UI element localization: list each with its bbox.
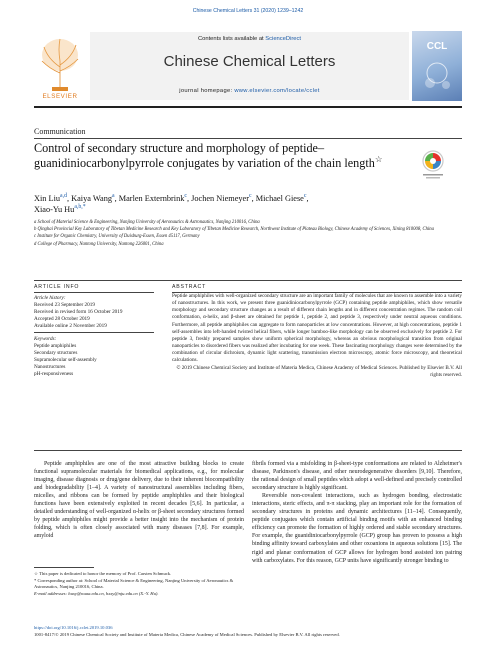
elsevier-wordmark: ELSEVIER bbox=[42, 93, 78, 100]
type-rule bbox=[34, 138, 462, 139]
keywords bbox=[34, 336, 154, 377]
keyword: Peptide amphiphiles bbox=[34, 342, 77, 349]
journal-cover bbox=[412, 31, 462, 101]
keyword: Nanostructures bbox=[34, 363, 66, 370]
body-paragraph: Reversible non-covalent interactions, such as hydrogen bonding, electrostatic interactions, steric effects, and π-π stacking, play an important role for the formation of secondary structures in proteins and dynamic architectures [11–14]. Consequently, peptide conjugates which contain artificial binding motifs with an enhanced binding efficiency can promote the formation of highly ordered and stable secondary structures. For example, the guanidiniocarbonylpyrrole (GCP) group has proven to possess a high binding affinity toward carboxylates and other oxoanions in aqueous solutions [15]. The rigid and planar conformation of GCP allows for hydrogen bond assisted ion pairing with carboxylates. For this reason, GCP units have significantly stronger binding to bbox=[252, 493, 462, 564]
affiliations bbox=[34, 219, 454, 248]
author-affil-mark[interactable]: a bbox=[112, 193, 115, 200]
footnote-rule bbox=[34, 567, 94, 568]
footnote-email[interactable]: E-mail addresses: huxy@nuaa.edu.cn, hxxy@nju.edu.cn (X.-Y. Hu). bbox=[34, 590, 159, 596]
affiliation: c Institute for Organic Chemistry, University of Duisburg-Essen, Essen 45117, Germany bbox=[34, 234, 200, 240]
title-footnote-mark[interactable]: ☆ bbox=[374, 153, 383, 164]
article-title bbox=[34, 141, 414, 171]
body-right-column bbox=[252, 460, 462, 565]
journal-name: Chinese Chemical Letters bbox=[163, 53, 336, 70]
history-label: Article history: bbox=[34, 295, 66, 301]
author-name[interactable]: Kaiya Wang bbox=[71, 194, 113, 203]
homepage-link[interactable]: www.elsevier.com/locate/cclet bbox=[234, 88, 320, 94]
author-name[interactable]: Xin Liu bbox=[34, 194, 61, 203]
keyword: Supramolecular self-assembly bbox=[34, 356, 97, 363]
sciencedirect-link[interactable]: ScienceDirect bbox=[265, 36, 302, 42]
info-top-rule bbox=[34, 280, 462, 281]
contents-line bbox=[90, 36, 409, 42]
keywords-label: Keywords: bbox=[34, 336, 57, 342]
author-name[interactable]: Michael Giese bbox=[255, 194, 304, 203]
author-affil-mark[interactable]: c bbox=[248, 193, 252, 200]
info-head-rule bbox=[34, 292, 154, 293]
footnote: ☆ This paper is dedicated to honor the memory of Prof. Carsten Schmuck. bbox=[34, 571, 172, 576]
doi-link[interactable]: https://doi.org/10.1016/j.cclet.2019.10.036 bbox=[34, 625, 113, 630]
abstract-heading: ABSTRACT bbox=[172, 284, 207, 290]
affiliation: d College of Pharmacy, Nantong University, Nantong 226001, China bbox=[34, 241, 164, 247]
history-item: Accepted 28 October 2019 bbox=[34, 315, 90, 322]
elsevier-logo bbox=[34, 31, 86, 101]
author-name[interactable]: Marlen Externbrink bbox=[118, 194, 185, 203]
issn-line: 1001-8417/© 2019 Chinese Chemical Society and Institute of Materia Medica, Chinese Academy of Medical Sciences. Published by Elsevier B.V. All rights reserved. bbox=[34, 632, 340, 637]
homepage-prefix: journal homepage: bbox=[179, 88, 235, 94]
article-info-heading: ARTICLE INFO bbox=[34, 284, 80, 290]
author-name[interactable]: Jochen Niemeyer bbox=[191, 194, 249, 203]
keyword: Secondary structures bbox=[34, 349, 78, 356]
masthead-rule bbox=[34, 106, 462, 108]
author-affil-mark[interactable]: c bbox=[303, 193, 307, 200]
history-item: Received 23 September 2019 bbox=[34, 301, 95, 308]
history-item: Received in revised form 16 October 2019 bbox=[34, 308, 123, 315]
affiliation: b Qinghai Provincial Key Laboratory of Tibetan Medicine Research and Key Laboratory of Tibetan Medicine Research, Northwest Institute of Plateau Biology, Chinese Academy of Sciences, Xining 810008, China bbox=[34, 227, 434, 233]
article-history bbox=[34, 295, 154, 330]
abstract-text: Peptide amphiphiles with well-organized secondary structure are an important family of molecules that are known to assemble into a variety of nanostructures. In this work, we present three guanidiniocarbonylpyrrole (GCP) containing peptide amphiphiles, which show versatile morphology and secondary structure changes as a result of different chain lengths and in different concentration regimes. The random coil conformation, α-helix, and β-sheet are obtained for peptide 1, peptide 2, and peptide 3, respectively under neutral aqueous conditions. Furthermore, all peptide amphiphiles can aggregate to form nanoparticles at low concentrations. However, at high concentrations, peptide 1 self-assembles into left-handed twisted helical fibers, while longer bamboo-like morphology can be observed exclusively for peptide 2. For peptide 3, freshly prepared samples show uniform spherical morphology, whereas an obvious morphological transition from original nanoparticles to disordered fibers was realized after incubating for one week. These fascinating morphology changes were determined by the combination of circular dichroism, dynamic light scattering, transmission electron microscopy, atomic force microscopy, and theoretical calculations. bbox=[172, 293, 462, 364]
author-affil-mark[interactable]: a,d bbox=[60, 193, 67, 200]
article-type: Communication bbox=[34, 127, 86, 136]
author-affil-mark[interactable]: a,b,* bbox=[74, 204, 86, 211]
cover-title: CCL bbox=[426, 41, 448, 52]
history-item: Available online 2 November 2019 bbox=[34, 322, 107, 329]
footnote: * Corresponding author at: School of Material Science & Engineering, Nanjing University of Aeronautics & Astronautics, Nanjing 210016, China. bbox=[34, 577, 234, 590]
abstract-bottom-rule bbox=[34, 450, 462, 451]
affiliation: a School of Material Science & Engineering, Nanjing University of Aeronautics & Astronautics, Nanjing 210016, China bbox=[34, 220, 260, 225]
keyword: pH-responsiveness bbox=[34, 370, 74, 377]
crossmark-badge[interactable] bbox=[420, 149, 446, 181]
author-name[interactable]: Xiao-Yu Hu bbox=[34, 205, 75, 214]
abstract-body bbox=[172, 293, 462, 379]
body-paragraph: fibrils formed via a misfolding in β-sheet-type conformations are related to Alzheimer's disease, Parkinson's disease, and other neurodegenerative disorders [9,10]. Therefore, the rational design of small peptides which adopt a well-defined and precisely controlled secondary structure is highly significant. bbox=[252, 461, 462, 492]
title-text: Control of secondary structure and morphology of peptide–guanidiniocarbonylpyrrole conjugates by variation of the chain length bbox=[34, 141, 375, 170]
abstract-copyright: © 2019 Chinese Chemical Society and Institute of Materia Medica, Chinese Academy of Medical Sciences. Published by Elsevier B.V. All rights reserved. bbox=[176, 364, 462, 378]
author-affil-mark[interactable]: c bbox=[184, 193, 187, 200]
history-rule bbox=[34, 332, 154, 333]
body-left-column: Peptide amphiphiles are one of the most attractive building blocks to create functional supramolecular materials for biomedical applications, e.g., for molecular imaging, disease diagnosis or drug/gene delivery, due to their inherent biocompatibility and biodegradability [1–4]. A variety of nanostructural assemblies including fibers, micelles, and ribbons can be formed by peptide amphiphiles and their biological functions have been extensively exploited in recent decades [5,6]. In particular, a detailed understanding of well-organized α-helix or β-sheet secondary structures formed by peptide amphiphiles might provide a better insight into the mechanism of protein folding, which is often closely associated with many diseases [7,8]. For example, amyloid bbox=[34, 461, 244, 540]
footnotes bbox=[34, 571, 244, 597]
journal-homepage bbox=[90, 88, 409, 94]
contents-prefix: Contents lists available at bbox=[197, 36, 266, 42]
running-head[interactable]: Chinese Chemical Letters 31 (2020) 1239–1242 bbox=[192, 8, 304, 14]
author-list: Xin Liu$^{a,d}$, Kaiya Wang$^a$, Marlen Externbrink$^c$, Jochen Niemeyer$^c$, Michael Giese$^c$, Xiao-Yu $Hu^{a,b,*}$ bbox=[34, 193, 309, 214]
